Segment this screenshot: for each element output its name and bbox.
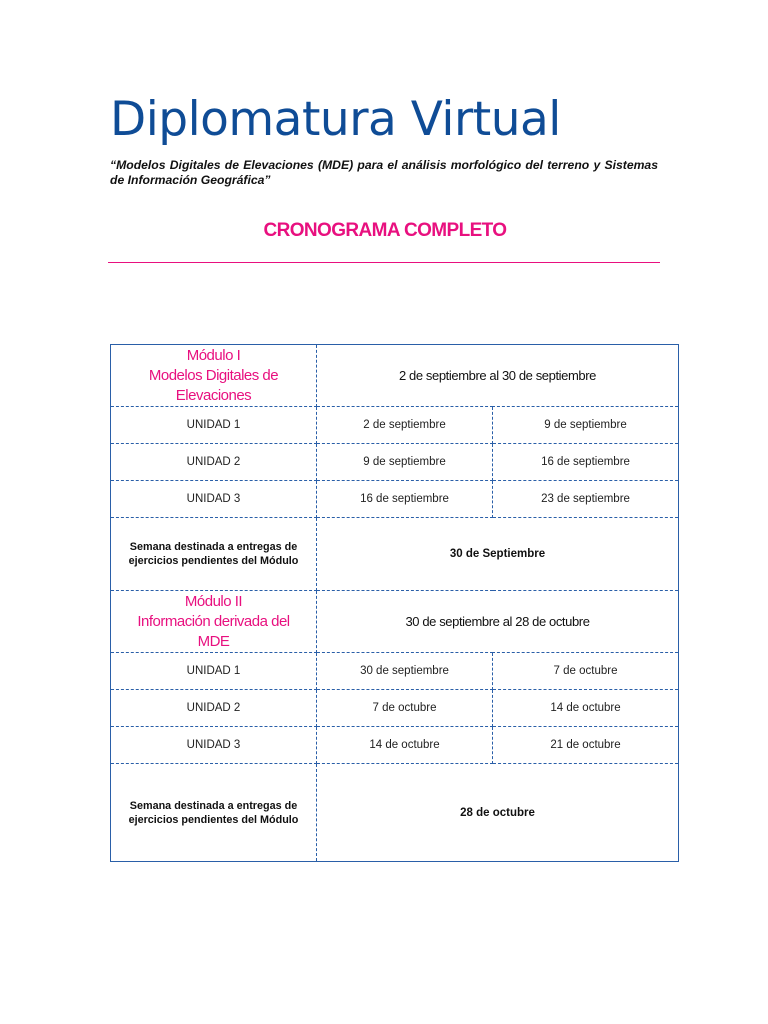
unit-end-date: 7 de octubre — [493, 653, 679, 690]
module-header-row — [111, 591, 679, 653]
unit-row — [111, 481, 679, 518]
module-name-line: Elevaciones — [175, 386, 252, 404]
course-subtitle: “Modelos Digitales de Elevaciones (MDE) para el análisis morfológico del terreno y Sistemas de Información Geográfica” — [110, 158, 658, 187]
submission-week-date-cell — [317, 764, 679, 862]
unit-row — [111, 653, 679, 690]
module-title-cell — [111, 345, 317, 407]
unit-row — [111, 444, 679, 481]
unit-row — [111, 690, 679, 727]
module-number: Módulo II — [184, 592, 243, 610]
unit-row — [111, 727, 679, 764]
submission-week-date: 28 de octubre — [460, 806, 535, 819]
submission-week-label-cell — [111, 518, 317, 591]
unit-start-date: 9 de septiembre — [317, 444, 493, 481]
unit-start-date: 30 de septiembre — [317, 653, 493, 690]
unit-start-date: 7 de octubre — [317, 690, 493, 727]
submission-week-row — [111, 764, 679, 862]
module-name-line: Información derivada del — [137, 612, 290, 630]
unit-start-date: 2 de septiembre — [317, 407, 493, 444]
unit-label: UNIDAD 3 — [111, 481, 317, 518]
unit-label: UNIDAD 1 — [111, 407, 317, 444]
module-range-text: 30 de septiembre al 28 de octubre — [405, 614, 590, 629]
schedule-table — [110, 344, 679, 862]
module-date-range — [317, 345, 679, 407]
submission-week-row — [111, 518, 679, 591]
unit-label: UNIDAD 3 — [111, 727, 317, 764]
module-title-cell — [111, 591, 317, 653]
submission-week-date: 30 de Septiembre — [449, 548, 546, 560]
submission-week-label: Semana destinada a entregas de ejercicios pendientes del Módulo — [128, 799, 299, 826]
submission-week-label-cell — [111, 764, 317, 862]
unit-end-date: 16 de septiembre — [493, 444, 679, 481]
unit-label: UNIDAD 2 — [111, 690, 317, 727]
unit-label: UNIDAD 2 — [111, 444, 317, 481]
unit-end-date: 14 de octubre — [493, 690, 679, 727]
module-date-range — [317, 591, 679, 653]
module-header-row — [111, 345, 679, 407]
module-range-text: 2 de septiembre al 30 de septiembre — [399, 368, 597, 383]
unit-end-date: 23 de septiembre — [493, 481, 679, 518]
module-name-line: MDE — [197, 632, 230, 650]
heading-divider — [108, 262, 660, 263]
page-title: Diplomatura Virtual — [110, 92, 561, 147]
unit-row — [111, 407, 679, 444]
unit-end-date: 9 de septiembre — [493, 407, 679, 444]
unit-end-date: 21 de octubre — [493, 727, 679, 764]
module-name-line: Modelos Digitales de — [148, 366, 279, 384]
submission-week-date-cell — [317, 518, 679, 591]
unit-label: UNIDAD 1 — [111, 653, 317, 690]
unit-start-date: 14 de octubre — [317, 727, 493, 764]
submission-week-label: Semana destinada a entregas de ejercicios pendientes del Módulo — [128, 541, 299, 567]
schedule-heading: CRONOGRAMA COMPLETO — [263, 220, 507, 241]
unit-start-date: 16 de septiembre — [317, 481, 493, 518]
module-number: Módulo I — [186, 346, 241, 364]
